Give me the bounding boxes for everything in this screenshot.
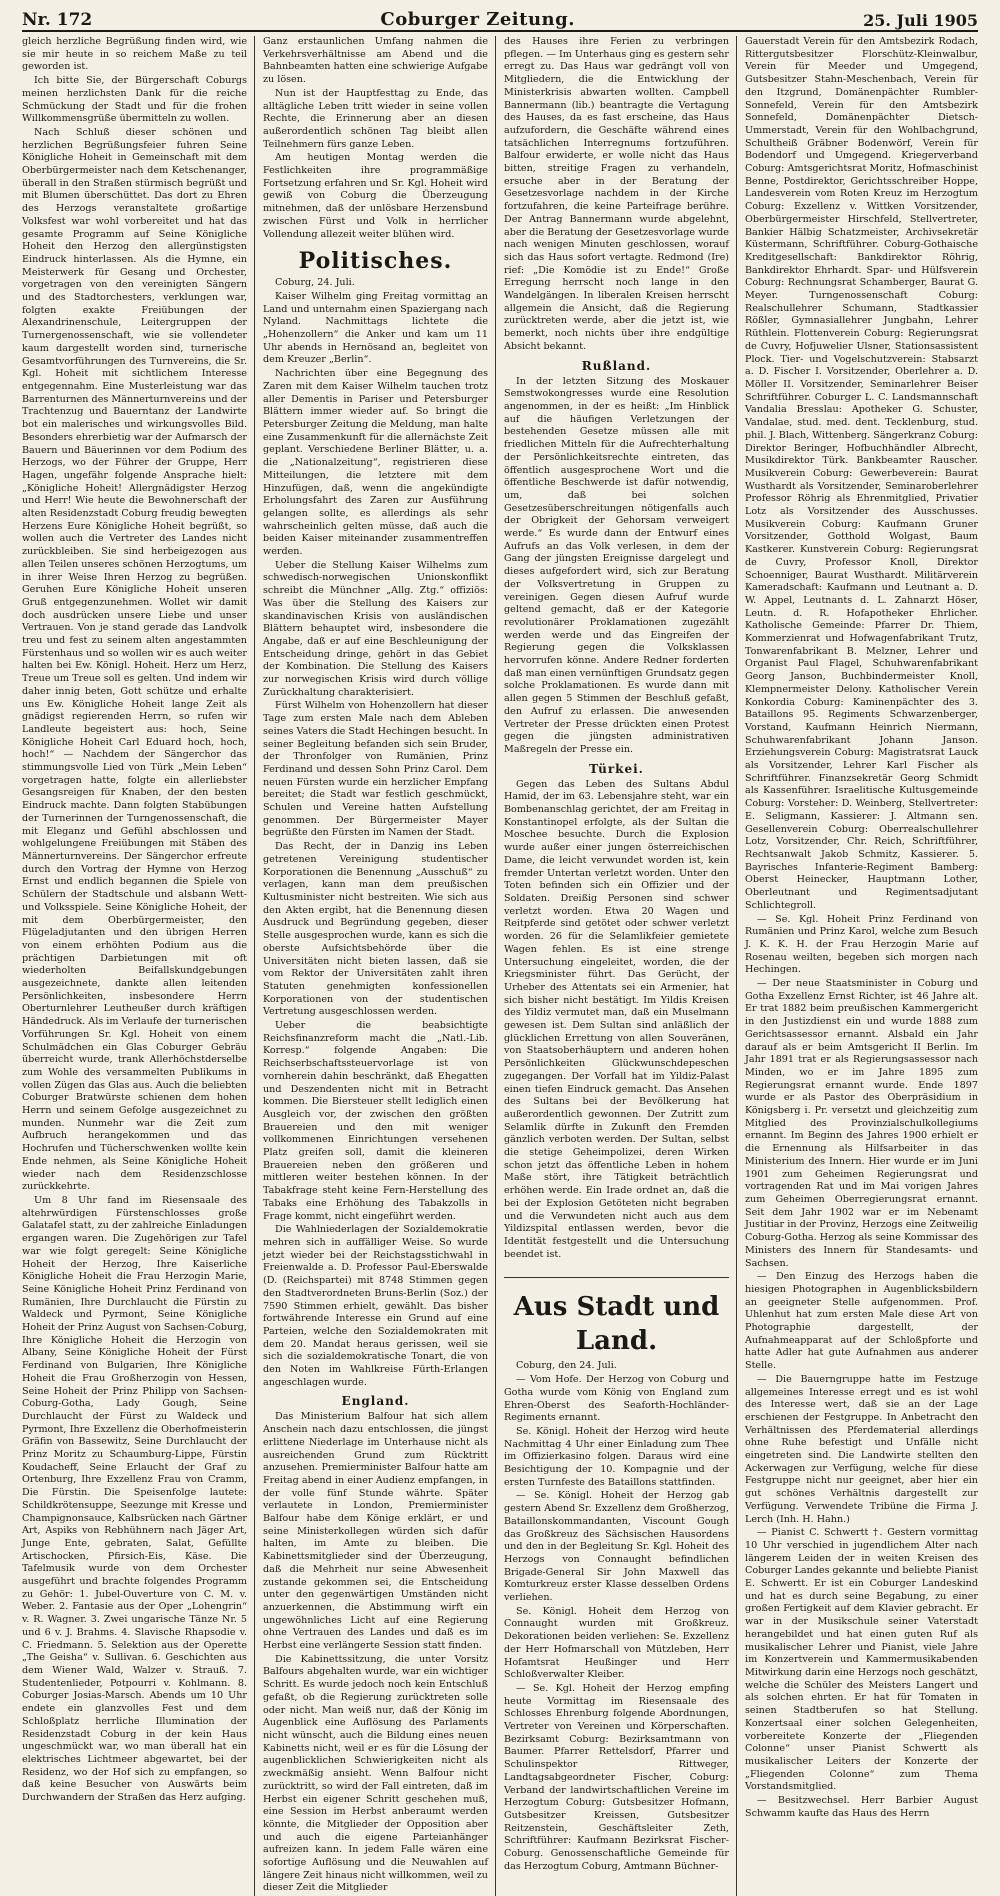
issue-date: 25. Juli 1905 [863,11,978,30]
paragraph: — Se. Kgl. Hoheit Prinz Ferdinand von Rumänien und Prinz Karol, welche zum Besuch J. K. K. H. der Frau Herzogin Marie auf Rosenau weilten, begeben sich morgen nach Hechingen. [745,913,978,976]
paragraph: Ueber die Stellung Kaiser Wilhelms zum schwedisch-norwegischen Unionskonflikt schreibt die Münchner „Allg. Ztg.“ offiziös: Was über die Stellung des Kaisers zur skandinavischen Krisis von ausländischen Blättern behauptet wird, insbesondere die Angabe, daß er auf eine Beschleunigung der Entscheidung dringe, gehört in das Gebiet der Kombination. Die Stellung des Kaisers zur norwegischen Krisis wird durch völlige Zurückhaltung charakterisiert. [263,559,488,698]
paragraph: Fürst Wilhelm von Hohenzollern hat dieser Tage zum ersten Male nach dem Ableben seines Vaters die Stadt Hechingen besucht. In seiner Begleitung befanden sich sein Bruder, der Thronfolger von Rumänien, Prinz Ferdinand und dessen Sohn Prinz Carol. Dem neuen Fürsten wurde ein herzlicher Empfang bereitet; die Stadt war festlich geschmückt, Schulen und Vereine hatten Aufstellung genommen. Der Bürgermeister Mayer begrüßte den Fürsten im Namen der Stadt. [263,700,488,839]
paragraph: Se. Königl. Hoheit der Herzog wird heute Nachmittag 4 Uhr einer Einladung zum Thee im Offizierkasino folgen. Daraus wird eine Besichtigung der 10. Kompagnie und der ersten Turnfeste des Bataillons stattfinden. [504,1425,729,1488]
paragraph: Nachrichten über eine Begegnung des Zaren mit dem Kaiser Wilhelm tauchen trotz aller Dementis in Pariser und Petersburger Blättern immer wieder auf. So bringt die Petersburger Zeitung die Meldung, man halte eine Zusammenkunft für die allernächste Zeit geplant. Verschiedene Berliner Blätter, u. a. die „Nationalzeitung“, registrieren diese Mitteilungen, die letztere mit dem Hinzufügen, daß, wenn die angekündigte Erholungsfahrt des Zaren zur Ausführung gelangen sollte, es allerdings als sehr wahrscheinlich gelten müsse, daß auch die beiden Kaiser miteinander zusammentreffen werden. [263,368,488,558]
paragraph: — Der neue Staatsminister in Coburg und Gotha Exzellenz Ernst Richter, ist 46 Jahre alt. Er trat 1882 beim preußischen Kammergericht in den Justizdienst ein und wurde 1888 zum Gerichtsassessor ernannt. Alsbald ein Jahr darauf als er beim Amtsgericht II Berlin. Im Jahr 1891 trat er als Regierungsassessor nach Minden, wo er im Jahre 1895 zum Regierungsrat ernannt wurde. Ende 1897 wurde er als Pastor des Oberpräsidium in Königsberg i. Pr. versetzt und gleichzeitig zum Mitglied des Provinzialschulkollegiums ernannt. Im Beginn des Jahres 1900 erhielt er die Ernennung als Hilfsarbeiter in das Ministerium des Innern. Hier wurde er im Juni 1901 zum Geheimen Regierungsrat und vortragenden Rat und im Mai vorigen Jahres zum Geheimen Oberregierungsrat ernannt. Seit dem Jahr 1902 war er im Nebenamt Justitiar in der Provinz, Herzogs eine Zeitweilig Coburg-Gotha. Herzog als seine Kommissar des Ministers des Innern für Standesamts- und Sachsen. [745,978,978,1269]
paragraph: Um 8 Uhr fand im Riesensaale des altehrwürdigen Fürstenschlosses große Galatafel statt, zu der zahlreiche Einladungen ergangen waren. Die Zugehörigen zur Tafel war wie folgt geregelt: Seine Königliche Hoheit der Herzog, Ihre Kaiserliche Königliche Hoheit die Frau Herzogin Marie, Seine Königliche Hoheit Prinz Ferdinand von Rumänien, Ihre Durchlaucht die Fürstin zu Waldeck und Pyrmont, Seine Königliche Hoheit der Prinz August von Sachsen-Coburg, Ihre Königliche Hoheit die Herzogin von Albany, Seine Königliche Hoheit der Fürst Ferdinand von Bulgarien, Ihre Königliche Hoheit die Frau Großherzogin von Hessen, Seine Hoheit der Prinz Philipp von Sachsen-Coburg-Gotha, Lady Gough, Seine Durchlaucht der Fürst zu Waldeck und Pyrmont, Ihre Exzellenz die Oberhofmeisterin Gräfin von Bassewitz, Seine Durchlaucht der Prinz Moritz zu Schaumburg-Lippe, Fürstin Koudacheff, Seine Erlaucht der Graf zu Ortenburg, Ihre Exzellenz Frau von Cramm, Die Fürstin. Die Speisenfolge lautete: Schildkrötensuppe, Seezunge mit Kresse und Champignonsauce, Kalbsrücken nach Gärtner Art, Aspiks von Rebhühnern nach Jäger Art, Junge Ente, gebraten, Salat, Gefüllte Artischocken, Pfirsich-Eis, Käse. Die Tafelmusik wurde von dem Orchester ausgeführt und brachte folgendes Programm zu Gehör: 1. Jubel-Ouverture von C. M. v. Weber. 2. Fantasie aus der Oper „Lohengrin“ v. R. Wagner. 3. Zwei ungarische Tänze Nr. 5 und 6 v. J. Brahms. 4. Slavische Rhapsodie v. C. Friedmann. 5. Selektion aus der Operette „The Geisha“ v. Sullivan. 6. Geschichten aus dem Wiener Wald, Walzer v. Strauß. 7. Studentenlieder, Potpourri v. Kohlmann. 8. Coburger Josias-Marsch. Abends um 10 Uhr endete ein glanzvolles Fest und dem Schloßplatz herrliche Illumination der Residenzstadt Coburg in der kein Haus ungeschmückt war, wo man überall hat ein elektrisches Lichtmeer abgewartet, bei der Residenz, wo der Hof sich zu empfangen, so daß keine Besucher von Auswärts beim Durchwandern der Straßen das Herz aufging. [22,1194,247,1804]
subheading-russia: Rußland. [581,358,652,373]
paragraph: Kaiser Wilhelm ging Freitag vormittag an Land und unternahm einen Spaziergang nach Nyland. Nachmittags lichtete die „Hohenzollern“ die Anker und kam um 11 Uhr abends in Hernösand an, begleitet von dem Kreuzer „Berlin“. [263,290,488,366]
subheading-england: England. [341,1394,410,1409]
column-4 [745,36,978,1896]
paragraph: — Die Bauerngruppe hatte im Festzuge allgemeines Interesse erregt und es ist wohl des Interesse wert, daß sie an der Lage erschienen der Festgruppe. In Anbetracht den Verhältnissen des Pferdematerial allerdings ohne Ruhe befestigt und Unfälle nicht eingetreten sind. Die Landwirte stellten den Ackerwagen zur Verfügung, welche für diese Festgruppe nicht nur geeignet, aber hier ein gut schönes Verhältnis dargestellt zur Verfügung. Verwendete Tribüne die Firma J. Lerch (Inh. H. Hahn.) [745,1373,978,1525]
dateline: Coburg, den 24. Juli. [516,1360,617,1372]
masthead [22,0,978,32]
paragraph: Gauerstadt Verein für den Amtsbezirk Rodach, Rittergutsbesitzer Florschütz-Kleinwalbur, Verein für Meeder und Umgegend, Gutsbesitzer Stahn-Meschenbach, Verein für den Itzgrund, Domänenpächter Rumbler-Sonnefeld, Verein für den Amtsbezirk Sonnefeld, Domänenpächter Dietsch-Ummerstadt, Verein für den Wohlbachgrund, Schultheiß Gräbner Bodenwörf, Verein für Bodendorf und Umgegend. Kriegerverband Coburg: Amtsgerichtsrat Moritz, Hofmaschinist Benne, Postdirektor, Gerichtsschreiber Hoppe, Landesverein vom Roten Kreuz im Herzogtum Coburg: Exzellenz v. Wittken Vorsitzender, Oberbürgermeister Hirschfeld, Stellvertreter, Bankier Hälbig Schatzmeister, Archivsekretär Küstermann, Schriftführer. Coburg-Gothaische Kreditgesellschaft: Bankdirektor Röhrig, Bankdirektor Ehrhardt. Spar- und Hülfsverein Coburg: Rechnungsrat Schamberger, Baurat G. Meyer. Turngenossenschaft Coburg: Realschullehrer Schumann, Stadtkassier Rößler, Gymnasiallehrer Jungbahn, Lehrer Rüthlein. Flottenverein Coburg: Regierungsrat de Cuvry, Hofjuwelier Ulsner, Stationsassistent Plock. Tier- und Vogelschutzverein: Stabsarzt a. D. Fischer I. Vorsitzender, Oberlehrer a. D. Möller II. Vorsitzender, Seminarlehrer Beiser Schriftführer. Coburger L. C. Landsmannschaft Vandalia Bresslau: Apotheker G. Schuster, Vandalae, stud. med. dent. Tecklenburg, stud. phil. J. Blach, Wittenberg. Sängerkranz Coburg: Direktor Beringer, Hofbuchhändler Albrecht, Musikdirektor Türk. Bankbeamter Rauscher. Musikverein Coburg: Gewerbeverein: Baurat Wusthardt als Vorsitzender, Seminaroberlehrer Professor Röhrig als Ehrenmitglied, Privatier Lotz als Vorsitzender des Ausschusses. Musikverein Coburg: Kaufmann Gruner Vorsitzender, Gotthold Wolgast, Baum Kastkerer. Kunstverein Coburg: Regierungsrat de Cuvry, Professor Knoll, Direktor Schoenniger, Baurat Wusthardt. Militärverein Kameradschaft: Kaufmann und Leutnant a. D. W. Appel, Leutnants d. L. Zahnarzt Höser, Leutn. d. R. Hofapotheker Ehrlicher. Katholische Gemeinde: Pfarrer Dr. Thiem, Kommerzienrat und Hofwagenfabrikant Trutz, Tonwarenfabrikant B. Melzner, Lehrer und Organist Paul Flagel, Schuhwarenfabrikant Georg Janson, Buchbindermeister Knoll, Klempnermeister Delony. Katholischer Verein Konkordia Coburg: Kaminenpächter des 3. Bataillons 95. Regiments Schwarzenberger, Vorstand, Kaufmann Heinrich Niermann, Schuhwarenfabrikant Johann Janson. Erziehungsverein Coburg: Magistratsrat Lauck als Vorsitzender, Lehrer Karl Fischer als Schriftführer. Finanzsekretär Georg Schmidt als Kassenführer. Israelitische Kultusgemeinde Coburg: Vorsteher: D. Weinberg, Stellvertreter: E. Seligmann, Kassierer: J. Altmann sen. Gesellenverein Coburg: Oberrealschullehrer Lotz, Vorsitzender, Chr. Reich, Schriftführer, Rechtsanwalt Jakob Schmitz, Kassierer. 5. Bayrisches Infanterie-Regiment Bamberg: Oberst Heinecker, Hauptmann Lother, Oberleutnant und Regimentsadjutant Schlichtegroll. [745,36,978,911]
paragraph: — Besitzwechsel. Herr Barbier August Schwamm kaufte das Haus des Herrn [745,1795,978,1819]
column-2 [263,36,496,1896]
column-3 [504,36,737,1896]
paragraph: Am heutigen Montag werden die Festlichkeiten ihre programmäßige Fortsetzung erfahren und Sr. Kgl. Hoheit wird gewiß von Coburg die Überzeugung mitnehmen, daß der unlösbare Herzensbund zwischen Fürst und Volk in herrlicher Vollendung allezeit weiter blühen wird. [263,152,488,240]
paragraph: — Se. Kgl. Hoheit der Herzog empfing heute Vormittag im Riesensaale des Schlosses Ehrenburg folgende Abordnungen, Vertreter von Vereinen und Körperschaften. Bezirksamt Coburg: Bezirksamtmann von Baumer. Pfarrer Rettelsdorf, Pfarrer und Schulinspektor Rittweger, Landtagsabgeordneter Fischer, Coburg: Verband der landwirtschaftlichen Vereine im Herzogtum Coburg: Gutsbesitzer Hofmann, Gutsbesitzer Kreissen, Gutsbesitzer Reitzenstein, Geschäftsleiter Zeth, Schriftführer: Kaufmann Bezirksrat Fischer-Coburg. Genossenschaftliche Gemeinde für das Herzogtum Coburg, Amtmann Büchner- [504,1682,729,1872]
section-heading-local: Aus Stadt und Land. [504,1277,729,1358]
paragraph: Ueber die beabsichtigte Reichsfinanzreform macht die „Natl.-Lib. Korresp.“ folgende Angaben: Die Reichserbschaftssteuervorlage ist von vornherein dahin beschränkt, daß Ehegatten und Deszendenten nicht mit in Betracht kommen. Die Biersteuer stellt lediglich einen Ausgleich vor, der zwischen den größten Brauereien und den mit weniger vollkommenen Einrichtungen versehenen Platz greifen soll, damit die kleineren Brauereien neben den größeren und mittleren weiter bestehen können. In der Tabakfrage steht keine Fern-Herstellung des Tabaks eine Erhöhung des Tabakzolls in Frage kommt, nicht eingeführt werden. [263,1020,488,1222]
paragraph: Das Ministerium Balfour hat sich allem Anschein nach dazu entschlossen, die jüngst erlittene Niederlage im Unterhause nicht als ausreichenden Grund zum Rücktritt anzusehen. Premierminister Balfour hatte am Freitag abend in einer Audienz empfangen, in der volle fünf Stunde währte. Später verlautete in London, Premierminister Balfour habe dem Könige erklärt, er und seine Ministerkollegen würden sich dafür halten, im Amte zu bleiben. Die Kabinettsmitglieder sind der Überzeugung, daß die Mehrheit nur seine Abwesenheit zustande gekommen sei, die Entscheidung unter den gegenwärtigen Umständen nicht anzuerkennen, die Abstimmung wirft ein ungewöhnliches Licht auf eine Regierung ohne Vertrauen des Landes und daß es im Herbst eine verlängerte Session statt finden. [263,1411,488,1652]
paragraph: des Hauses ihre Ferien zu verbringen pflegen. — Im Unterhaus ging es gestern sehr erregt zu. Das Haus war gedrängt voll von Mitgliedern, die die Entwicklung der Ministerkrisis abwarten wollten. Campbell Bannermann (lib.) beantragte die Vertagung des Hauses, da es fast erscheine, das Haus aufzufordern, die Geschäfte während eines tatsächlichen Interregnums fortzuführen. Balfour erwiderte, er wolle nicht das Haus bitten, streitige Fragen zu verhandeln, ersuche aber in der Beratung der Gesetzesvorlage nachdem in der Kirche fortzufahren, die keine Parteifrage berühre. Der Antrag Bannermann wurde abgelehnt, aber die Beratung der Gesetzesvorlage wurde nach wenigen Minuten geschlossen, worauf sich das Haus sofort vertagte. Redmond (Ire) rief: „Die Komödie ist zu Ende!“ Große Erregung herrscht noch lange in den Wandelgängen. In liberalen Kreisen herrscht allgemein die Ansicht, daß die Regierung zurücktreten werde, aber die jetzt ist, wie bemerkt, noch nichts über ihre endgültige Absicht bekannt. [504,36,730,352]
paragraph: Die Kabinettssitzung, die unter Vorsitz Balfours abgehalten wurde, war ein wichtiger Schritt. Es wurde jedoch noch kein Entschluß gefaßt, ob die Regierung zurücktreten solle oder nicht. Man weiß nur, daß der König im Augenblick eine Auflösung des Parlaments nicht wünscht, auch die Bildung eines neuen Kabinetts nicht, weil er es für die Lösung der augenblicklichen Schwierigkeiten nicht als zweckmäßig ansieht. Wenn Balfour nicht zurücktritt, so wird der Fall eintreten, daß im Herbst ein eigener Schritt geschehen muß, eine Session im Herbst anberaumt werden könnte, die Mitglieder der Opposition aber und auch die eigene Parteianhänger aufreizen kann. In jedem Falle wären eine sofortige Auflösung und die Neuwahlen auf längere Zeit hinaus nicht willkommen, weil zu dieser Zeit die Mitglieder [263,1653,488,1894]
paragraph: Die Wahlniederlagen der Sozialdemokratie mehren sich in auffälliger Weise. So wurde jetzt wieder bei der Reichstagsstichwahl in Freienwalde a. D. Professor Paul-Eberswalde (D. (Reichspartei) mit 8748 Stimmen gegen den Stadtverordneten Bruns-Berlin (Soz.) der 7590 Stimmen erhielt, gewählt. Das bisher fortwährende Interesse ein Grund auf eine Parteien, welche den Sozialdemokraten mit dem 20. Mandat heraus gerissen, weil sie sich die sozialdemokratische Tonart, die von den Noten im Wahlkreise Fürth-Erlangen angeschlagen wurde. [263,1224,488,1388]
paragraph: Ganz erstaunlichen Umfang nahmen die Verkehrsverhältnisse am Abend und die Bahnbeamten hatten eine schwierige Aufgabe zu lösen. [263,36,488,86]
paragraph: gleich herzliche Begrüßung finden wird, wie sie mir heute in so reichem Maße zu teil geworden ist. [22,36,247,73]
paragraph: Se. Königl. Hoheit dem Herzog von Connaught wurden mit Großkreuz. Dekorationen beiden verliehen: Se. Exzellenz der Herr Hofmarschall von Mützleben, Herr Hofamtsrat Heußinger und Herr Schloßverwalter Kleiber. [504,1605,729,1681]
paragraph: Gegen das Leben des Sultans Abdul Hamid, der im 63. Lebensjahre steht, war ein Bombenanschlag gerichtet, der am Freitag in Konstantinopel erfolgte, als der Sultan die Moschee besuchte. Durch die Explosion wurde außer einer jungen österreichischen Dame, die leicht verwundet worden ist, kein fremder Untertan verletzt worden. Unter den Toten befinden sich ein Offizier und der Soldaten. Dreißig Personen sind schwer verletzt worden. Etwa 20 Wagen und Reitpferde sind getötet oder schwer verletzt worden. 26 für die Selamlikfeier gemietete Wagen fehlen. Es ist eine strenge Untersuchung eingeleitet, worden, die der Kriegsminister führt. Das Gerücht, der Urheber des Attentats sei ein Armenier, hat sich bisher nicht bestätigt. Im Yildis Kreisen des Yildiz vermutet man, daß ein Muselmann gewesen ist. Dem Sultan sind anläßlich der glücklichen Errettung von allen Souveränen, von Staatsoberhäuptern und anderen hohen Persönlichkeiten Glückwunschdepeschen zugegangen. Der Vorfall hat im Yildiz-Palast einen tiefen Eindruck gemacht. Das Ansehen des Sultans bei der Bevölkerung hat außerordentlich gewonnen. Der Zutritt zum Selamlik dürfte in Zukunft den Fremden gänzlich verboten werden. Der Sultan, selbst die stetige Geheimpolizei, deren Wirken schon jetzt das öffentliche Leben in hohem Maße stört, ihre Tätigkeit beträchtlich erhöhen werde. Ein Irade ordnet an, daß die bei der Explosion Getöteten nicht begraben und die Verwundeten nicht auch aus dem Yildizspital entlassen werden, bevor die Identität festgestellt und die Untersuchung beendet ist. [504,778,729,1260]
column-1 [22,36,255,1896]
paragraph: — Se. Königl. Hoheit der Herzog gab gestern Abend Sr. Exzellenz dem Großherzog, Bataillonskommandanten, Viscount Gough das Großkreuz des Sächsischen Hausordens und den in der Begleitung Sr. Kgl. Hoheit des Herzogs von Connaught befindlichen Brigade-General Sir John Maxwell das Komturkreuz erster Klasse desselben Ordens verliehen. [504,1490,729,1604]
issue-number: Nr. 172 [22,10,93,30]
columns [22,36,979,1894]
paragraph: Das Recht, der in Danzig ins Leben getretenen Vereinigung studentischer Korporationen die Benennung „Ausschuß“ zu verlagen, kann man dem preußischen Kultusminister nicht bestreiten. Wie sich aus den Akten ergibt, hat die Benennung diesen Ausdruck und Begründung gegeben, dieser Stelle ausgesprochen wurde, kann es sich die oberste Aufsichtsbehörde über die Universitäten nicht bieten lassen, daß sie vom Rektor der Universitäten zahlt ihren Statuten genehmigten konfessionellen Korporationen von der studentischen Vertretung ausgeschlossen werden. [263,841,488,1018]
paragraph: — Den Einzug des Herzogs haben die hiesigen Photographen in Augenblicksbildern an geeigneter Stelle aufgenommen. Prof. Uhlenhut hat zum ersten Male diese Art von Photographie dargestellt, der Aufnahmeapparat auf der Schloßpforte und hatte Adler hat gute Aufnahmen aus anderer Stelle. [745,1271,978,1372]
paragraph: Ich bitte Sie, der Bürgerschaft Coburgs meinen herzlichsten Dank für die reiche Schmückung der Stadt und für die frohen Willkommensgrüße übermitteln zu wollen. [22,75,247,125]
paragraph: — Pianist C. Schwertt †. Gestern vormittag 10 Uhr verschied in jugendlichem Alter nach längerem Leiden der in weiten Kreisen des Coburger Landes gekannte und beliebte Pianist E. Schwertt. Er ist ein Coburger Landeskind und hat es durch seine Begabung, zu einer großen Fertigkeit auf dem Klavier gebracht. Er war in der Musikschule seiner Vaterstadt herangebildet und hat einen guten Ruf als musikalischer Lehrer und Pianist, viele Jahre im Konzertverein und Kammermusikabenden Mitwirkung darin eine Herzogs noch geschätzt, welche die Schüler des Meisters Langert und als solchen ehrten. Er hat für Tomaten in seinen Stadtberufen so hat Stellung. Konzertsaal einer solchen Gelegenheiten, vorbereitete Konzerte der „Fliegenden Colonne“ unser Pianist Schwertt als musikalischer Leiters der Konzerte der „Fliegenden Colonne“ zum Thema Vorstandsmitglied. [745,1527,979,1793]
dateline: Coburg, 24. Juli. [275,277,355,289]
paragraph: In der letzten Sitzung des Moskauer Semstwokongresses wurde eine Resolution angenommen, in der es heißt: „Im Hinblick auf die häufigen Verletzungen der bestehenden Gesetze müssen alle mit friedlichen Mitteln für die Aufrechterhaltung der Persönlichkeitsrechte eintreten, das öffentlich ausgesprochene Wort und die öffentliche Beschwerde ist dafür notwendig, um, daß bei solchen Gesetzesüberschreitungen nötigenfalls auch der Obrigkeit der Gehorsam verweigert werde.“ Es wurde dann der Entwurf eines Aufrufs an das Volk verlesen, in dem der Gang der jüngsten Ereignisse dargelegt und dieses aufgefordert wird, sich zur Beratung der Volksvertretung in Gruppen zu vereinigen. Gegen diesen Aufruf wurde geltend gemacht, daß er der Kategorie revolutionärer Proklamationen zugezählt werden werde und das Eingreifen der Regierung gegen die Volksklassen hervorrufen könne. Andere Redner forderten daß man einen vernünftigen Grundsatz gegen solche Proklamationen. Es wurde dann mit allen gegen 5 Stimmen der Beschluß gefaßt, den Aufruf zu erlassen. Die anwesenden Vertreter der Presse drückten einen Protest gegen die jüngsten administrativen Maßregeln der Presse ein. [504,375,729,755]
paragraph: Nach Schluß dieser schönen und herzlichen Begrüßungsfeier fuhren Seine Königliche Hoheit in Gemeinschaft mit dem Oberbürgermeister nach dem Ketschenanger, überall in den Straßen stürmisch begrüßt und mit Blumen überschüttet. Das dort zu Ehren des Herzogs veranstaltete großartige Volksfest war wohl vorbereitet und hat das gesamte Programm auf Seine Königliche Hoheit den Herzog den allergünstigsten Eindruck hinterlassen. Als die Hymne, ein Meisterwerk für Gesang und Orchester, vorgetragen von den vereinigten Sängern und des Stadtorchesters, verklungen war, folgten exakte Freiübungen der Alexandrinenschule, Leitergruppen der Turnergenossenschaft, wie sie vollendeter kaum dargestellt worden sind, turnerische Gesamtvorführungen des Turnvereins, die Sr. Kgl. Hoheit mit sichtlichem Interesse entgegennahm. Eine Musterleistung war das Barrenturnen des Männerturnvereins und der Trachtenzug und Bauerntanz der Landwirte bot ein malerisches und wirkungsvolles Bild. Besonders ehrerbietig war der Aufmarsch der Bauern und Bäuerinnen vor dem Podium des Herzogs, wo der Führer der Gruppe, Herr Hagen, ungefähr folgende Ansprache hielt: „Königliche Hoheit! Allergnädigster Herzog und Herr! Wie heute die Bewohnerschaft der alten Residenzstadt Coburg freudig bewegten Herzens Eure Königliche Hoheit begrüßt, so wollen auch die Vertreter des Landes nicht zurückbleiben. Sie sind herbeigezogen aus allen Teilen unseres schönen Herzogtums, um in ihrer Weise Ihren Herzog zu begrüßen. Geruhen Eure Königliche Hoheit unseren Gruß entgegenzunehmen. Wollet wir damit doch ausdrücken unsere Liebe und unser Vertrauen. Von je stand gerade das Landvolk treu und fest zu seinem alten angestammten Fürstenhaus und so wollen wir es auch weiter halten bei Ew. Königl. Hoheit. Herz um Herz, Treue um Treue soll es gelten. Und indem wir daher innig beten, Gott schütze und erhalte uns Ew. Königliche Hoheit lange Zeit als gnädigst regierenden Herrn, so rufen wir Landleute begeistert aus: hoch, Seine Königliche Hoheit Carl Eduard hoch, hoch, hoch!“ — Nachdem der Sängerchor das stimmungsvolle Lied von Türk „Mein Leben“ vorgetragen hatte, folgte ein allerliebster Gesangsreigen für Knaben, der den besten Eindruck machte. Dann folgten Stabübungen der Turnerinnen der Turngenossenschaft, die mit Eleganz und Gefühl abschlossen und wohlgelungene Freiübungen mit Stäben des Männerturnvereins. Der Sängerchor erfreute durch den Vortrag der Hymne von Herzog Ernst und endlich begannen die Spiele von Schülern der Stadtschule und alsbann Wett- und Volksspiele. Seine Königliche Hoheit, der mit dem Oberbürgermeister, den Flügeladjutanten und den übrigen Herren von einem erhöhten Podium aus die prächtigen Darbietungen mit oft wiederholten Beifallskundgebungen ausgezeichnete, dankte allen leitenden Persönlichkeiten, insbesondere Herrn Oberturnlehrer Leutheußer durch kräftigen Händedruck. Als im Verlaufe der turnerischen Vorführungen Sr. Kgl. Hoheit von einem Schulmädchen ein Glas Coburger Gebräu überreicht wurde, trank Allerhöchstderselbe zum Wohle des versammelten Publikums in vollen Zügen das Glas aus. Auch die beliebten Coburger Bratwürste schienen dem hohen Herrn und seinem Gefolge ausgezeichnet zu munden. Nunmehr war die Zeit zum Aufbruch herangekommen und das Hochrufen und Tücherschwenken wollte kein Ende nehmen, als Seine Königliche Hoheit wieder nach dem Residenzschlosse zurückkehrte. [22,126,247,1193]
paragraph: Nun ist der Hauptfesttag zu Ende, das alltägliche Leben tritt wieder in seine vollen Rechte, die Erinnerung aber an diesen außerordentlich schönen Tag bleibt allen Teilnehmern fürs ganze Leben. [263,87,488,150]
paragraph: — Vom Hofe. Der Herzog von Coburg und Gotha wurde vom König von England zum Ehren-Oberst des Seaforth-Hochländer-Regiments ernannt. [504,1374,729,1424]
subheading-turkey: Türkei. [589,761,644,776]
newspaper-title: Coburger Zeitung. [380,9,575,30]
section-heading-politics: Politisches. [298,248,453,275]
